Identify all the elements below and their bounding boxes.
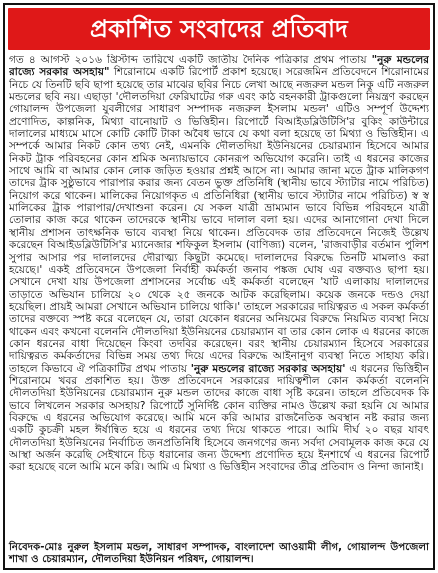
quoted-headline-2: 'নুরু মন্ডলের রাজ্যে সরকার অসহায়': [190, 362, 346, 375]
article-text-part-1: গত ৪ আগস্ট ২০১৬ খ্রিস্টাব্দ তারিখে একটি জাতীয় দৈনিক পত্রিকার প্রথম পাতায়: [9, 54, 372, 66]
author-signature: নিবেদক-মোঃ নুরুল ইসলাম মন্ডল, সাধারণ সম্পাদক, বাংলাদেশ আওয়ামী লীগ, গোয়ালন্দ উপজেলা শাখা ও চেয়ারম্যান, দৌলতদিয়া ইউনিয়ন পরিষদ, গোয়ালন্দ।: [9, 542, 429, 566]
quoted-headline-1: "নুরু মন্ডলের রাজ্যে সরকার অসহায়": [9, 54, 429, 79]
article-frame: [3, 3, 435, 570]
article-content: [5, 54, 433, 568]
article-body: [9, 54, 429, 541]
page-title: প্রকাশিত সংবাদের প্রতিবাদ: [8, 8, 430, 50]
article-text-part-2: শিরোনামে একটি রিপোর্ট প্রকাশ হয়েছে। সরেজমিন প্রতিবেদনে শিরোনামের নিচে যে তিনটি ছবি ছাপা হয়েছে তার মাঝের ছবির নিচে লেখা আছে নজরুল মন্ডল নিকু এটি নজরুল মন্ডলের ছবি নয়। এছাড়া 'দৌলতদিয়া ফেরিঘাটের গরু এবং কাঠ বহনকারী ট্রাকগুলো নিয়ন্ত্রণ করছেন গোয়ালন্দ উপজেলা যুবলীগের সাধারণ সম্পাদক নজরুল ইসলাম মন্ডল' এটিও সম্পূর্ণ উদ্দেশ্য প্রণোদিত, কাল্পনিক, মিথ্যা বানোয়াট ও ভিত্তিহীন। রিপোর্টে বিআইডব্লিউটিসি'র বুকিং কাউন্টারে দালালের মাধ্যমে মাসে কোটি কোটি টাকা অবৈধ ভাবে যে কথা বলা হয়েছে তা মিথ্যা ও ভিত্তিহীন। এ সম্পর্কে আমার নিকট কোন তথ্য নেই, এমনকি দৌলতদিয়া ইউনিয়নের চেয়ারম্যান হিসেবে আমার নিকট ট্রাক পরিবহনের কোন শ্রমিক অন্যায়ভাবে কোনরূপ অভিযোগ করেনি। তাই এ ধরনের কাজের সাথে আমি বা আমার কোন লোক জড়িত হওয়ার প্রশ্নই আসে না। আমার জানা মতে ট্রাক মালিকগণ তাদের ট্রাক সুষ্ঠুভাবে পারাপার করার জন্য বেতন ভুক্ত প্রতিনিধি (স্থানীয় ভাবে স্ট্যাটার নামে পরিচিত) নিয়োগ করে থাকেন। মালিকের নিয়োগকৃত এ প্রতিনিধিরা (স্থানীয় ভাবে স্ট্যাটার নামে পরিচিত) স্ব স্ব মালিকের ট্রাক পারাপার/দেখাশুনা করেন। যে সকল যাত্রী ভ্রাম্যমান ভাবে বিভিন্ন পরিবহনে যাত্রী তোলার কাজ করে থাকেন তাদেরকে স্থানীয় ভাবে দালাল বলা হয়। এদের আনাগোনা দেখা দিলে স্থানীয় প্রশাসন তাৎক্ষনিক ভাবে ব্যবস্থা নিয়ে থাকেন। প্রতিবেদক তার প্রতিবেদনে নিজেই উল্লেখ করেছেন বিআইডব্লিউটিসি'র ম্যানেজার শফিকুল ইসলাম (বাণিজ্য) বলেন, 'রাজবাড়ীর বর্তমান পুলিশ সুপার আসার পর দালালদের দৌরাত্ম্য কিছুটা কমেছে। দালালদের বিরুদ্ধে তিনটি মামলাও করা হয়েছে।' একই প্রতিবেদনে উপজেলা নির্বাহী কর্মকর্তা জনাব পঙ্কজ ঘোষ এর বক্তব্যও ছাপা হয়। সেখানে দেখা যায় উপজেলা প্রশাসনের সর্বোচ্চ এই কর্মকর্তা বলেছেন 'যাট এলাকায় দালালদের তাড়াতে অভিযান চালিয়ে ২০ থেকে ২৫ জনকে আটক করেছিলাম। কয়েক জনকে দন্ডও দেয়া হয়েছিল। প্রায়ই আমরা সেখানে অভিযান চালিয়ে থাকি।' তাহলে সরকারের দায়িত্বরত এ সকল কর্মকর্তা তাদের বক্তব্যে স্পষ্ট করে বলেছেন যে, তারা যেকোন ধরনের অনিয়মের বিরুদ্ধে নিয়মিত ব্যবস্থা নিয়ে থাকেন এবং কখনো বলেননি দৌলতদিয়া ইউনিয়নের চেয়ারম্যান বা তার কোন লোক এ ধরনের কাজে কোন ধরনের বাধা দিয়েছেন কিংবা তদবির করেছেন। বরং স্থানীয় চেয়ারম্যান হিসেবে সরকারের দায়িত্বরত কর্মকর্তাদের বিভিন্ন সময় তথ্য দিয়ে এদের বিরুদ্ধে আইনানুগ ব্যবস্থা নিতে সাহায্য করি। তাহলে কিভাবে ঐ পত্রিকাটির প্রথম পাতায়: [9, 66, 429, 375]
article-text-part-3: এ ধরনের ভিত্তিহীন শিরোনামে খবর প্রকাশিত হয়। উক্ত প্রতিবেদনে সরকারের দায়িত্বশীল কোন কর্মকর্তা বলেননি দৌলতদিয়া ইউনিয়নের চেয়ারম্যান নুরু মন্ডল তাদের কাজে বাধা সৃষ্টি করেন। তাহলে প্রতিবেদক কি ভাবে লিখলেন সরকার অসহায়? রিপোর্টে সুনির্দিষ্ট কোন ব্যক্তির নামও উল্লেখ করা হয়নি যে আমার বিরুদ্ধে এ ধরনের অভিযোগ করেছে। আমি মনে করি আমার রাজনৈতিক অবস্থান নষ্ট করার জন্য একটি কুচক্রী মহল ঈর্ষান্বিত হয়ে এ ধরনের তথ্য দিয়ে থাকতে পারে। আমি দীর্ঘ ২০ বছর যাবৎ দৌলতদিয়া ইউনিয়নের নির্বাচিত জনপ্রতিনিধি হিসেবে জনগণের জন্য সর্বদা সেবামূলক কাজ করে যে আস্থা অর্জন করেছি সেইখানে চিড় ধরানোর জন্য উদ্দেশ্য প্রণোদিত হয়ে ইনশার্থে এ ধরনের রিপোর্ট করা হয়েছে বলে আমি মনে করি। আমি এ মিথ্যা ও ভিত্তিহীন সংবাদের তীব্র প্রতিবাদ ও নিন্দা জানাই।: [9, 362, 429, 474]
